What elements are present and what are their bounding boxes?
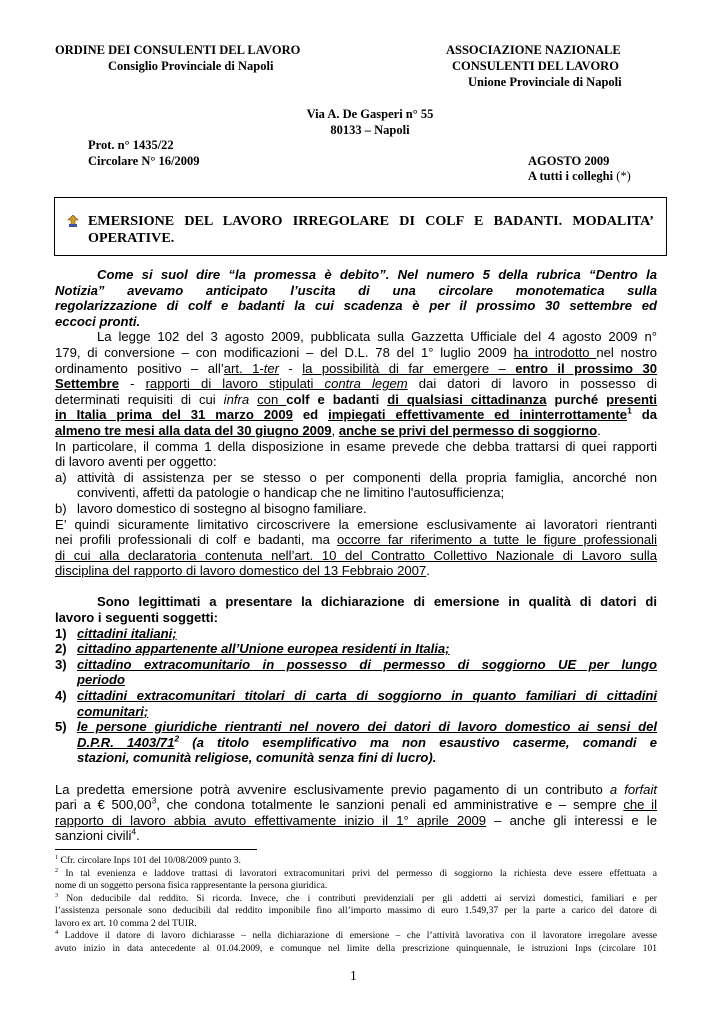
protocol-number: Prot. n° 1435/22: [88, 138, 174, 152]
law-line: almeno tre mesi alla data del 30 giugno 2009, anche se privi del permesso di soggiorno.: [55, 422, 601, 438]
legitimated-item-3: 3) cittadino extracomunitario in possesso di permesso di soggiorno UE per lungo periodo: [55, 656, 657, 688]
legitimated-heading: Sono legittimati a presentare la dichiarazione di emersione in qualità di datori di: [97, 594, 657, 610]
footnote-1: $^1$ Cfr. circolare Inps 101 del 10/08/2009 punto 3.: [55, 853, 241, 866]
header-left-council: Consiglio Provinciale di Napoli: [108, 59, 274, 73]
header-right: [440, 42, 670, 90]
address-street: Via A. De Gasperi n° 55: [306, 107, 434, 121]
law-line: La legge 102 del 3 agosto 2009, pubblicata sulla Gazzetta Ufficiale del 4 agosto 2009 n°: [97, 329, 657, 345]
law-line: di cui alla declaratoria contenuta nell’art. 10 del Contratto Collettivo Nazionale di Lavoro sulla: [55, 547, 657, 563]
page-number: 1: [350, 968, 357, 983]
title-line-1: EMERSIONE DEL LAVORO IRREGOLARE DI COLF E BADANTI. MODALITA’: [88, 213, 654, 229]
contribution-line: pari a € 500,00$^3$, che condona totalmente le sanzioni penali ed amministrative e – sempre che il: [55, 795, 657, 813]
legitimated-item-2: 2) cittadino appartenente all’Unione europea residenti in Italia;: [55, 641, 450, 657]
law-line: di lavoro aventi per oggetto:: [55, 454, 217, 470]
footnote-separator: [55, 849, 257, 850]
legitimated-item-1: 1) cittadini italiani;: [55, 625, 177, 641]
law-line: 179, di conversione – con modificazioni – del D.L. 78 del 1° luglio 2009 ha introdotto nel nostro: [55, 344, 657, 360]
law-line: E’ quindi sicuramente limitativo circoscrivere la emersione esclusivamente ai lavoratori rientranti: [55, 516, 657, 532]
header-right-consulenti: CONSULENTI DEL LAVORO: [452, 59, 619, 73]
recipients-label: A tutti i colleghi: [528, 169, 614, 183]
recipients-mark: (*): [616, 169, 631, 183]
list-item-a: a) attività di assistenza per se stesso o per componenti della propria famiglia, ancorché non conviventi, affetti da patologie o handicap che ne limitino l'autosufficienza;: [55, 469, 657, 501]
title-line-2: OPERATIVE.: [88, 230, 175, 246]
circular-date: AGOSTO 2009: [528, 154, 610, 168]
circular-number: Circolare N° 16/2009: [88, 154, 200, 168]
intro-line: Come si suol dire “la promessa è debito”. Nel numero 5 della rubrica “Dentro la: [97, 267, 657, 282]
law-line: disciplina del rapporto di lavoro domestico del 13 Febbraio 2007.: [55, 563, 430, 579]
header-right-union: Unione Provinciale di Napoli: [468, 75, 622, 89]
law-line: in Italia prima del 31 marzo 2009 ed impiegati effettivamente ed ininterrottamente$^1$ da: [55, 405, 658, 423]
contribution-line: rapporto di lavoro abbia avuto effettivamente inizio il 1° aprile 2009 – anche gli interessi e le: [55, 812, 657, 828]
header-right-assoc: ASSOCIAZIONE NAZIONALE: [446, 43, 621, 57]
contribution-line: La predetta emersione potrà avvenire esclusivamente previo pagamento di un contributo a forfait: [55, 781, 658, 797]
pointing-hand-bullet-icon: [67, 214, 79, 232]
title-box: [54, 197, 667, 256]
header-left-org: ORDINE DEI CONSULENTI DEL LAVORO: [55, 43, 301, 57]
document-body: [55, 267, 657, 844]
footnote-2: $^2$ In tal evenienza e laddove trattasi di lavoratori extracomunitari privi del permesso di soggiorno la richiesta deve essere effettuata a nome di un soggetto persona fisica rappresentante la persona giuridica.: [55, 866, 657, 891]
contribution-paragraph: [55, 782, 657, 844]
legitimated-section: [55, 594, 657, 766]
header-address: [250, 106, 490, 138]
intro-paragraph: [55, 267, 657, 329]
law-line: determinati requisiti di cui infra con colf e badanti di qualsiasi cittadinanza purché presenti: [55, 391, 658, 407]
address-city: 80133 – Napoli: [330, 123, 410, 137]
footnote-4: $^4$ Laddove il datore di lavoro dichiarasse – nella dichiarazione di emersione – che l’attività lavorativa con il lavoratore irregolare avesse avuto inizio in data antecedente al 01.04.2009, e comunque nel limite della prescrizione quinquennale, le istruzioni Inps (circolare 101: [55, 928, 657, 954]
law-line: nei profili professionali di colf e badanti, ma occorre far riferimento a tutte le figure professionali: [55, 532, 657, 548]
intro-line: eccoci pronti.: [55, 313, 141, 329]
law-paragraph: [55, 329, 657, 579]
contribution-line: sanzioni civili$^4$.: [55, 827, 140, 844]
legitimated-item-4: 4) cittadini extracomunitari titolari di carta di soggiorno in quanto familiari di cittadini comunitari;: [55, 688, 657, 719]
law-line: In particolare, il comma 1 della disposizione in esame prevede che debba trattarsi di quei rapporti: [55, 438, 657, 454]
footnotes: [55, 855, 657, 955]
intro-line: regolarizzazione di colf e badanti la cui scadenza è per il prossimo 30 settembre ed: [55, 298, 657, 314]
legitimated-item-5: 5) le persone giuridiche rientranti nel novero dei datori di lavoro domestico ai sensi del D.P.R. $1403/71^2$ (a titolo esemplificativo ma non esaustivo caserme, comandi e stazioni, comunità religiose, comunità senza fini di lucro).: [55, 719, 657, 766]
footnote-3: $^3$ Non deducibile dal reddito. Si ricorda. Invece, che i contributi previdenziali per gli addetti ai servizi domestici, familiari e per l’assistenza personale sono deducibili dal reddito imponibile fino all’importo massimo di euro 1.549,37 per la parte a carico del datore di lavoro ex art. 10 comma 2 del TUIR.: [55, 891, 657, 929]
law-line: ordinamento positivo – all’art. 1-ter - la possibilità di far emergere – entro il prossimo 30: [55, 360, 658, 376]
list-item-b: b) lavoro domestico di sostegno al bisogno familiare.: [55, 500, 367, 516]
law-line: Settembre - rapporti di lavoro stipulati contra legem dai datori di lavoro in possesso di: [55, 376, 657, 392]
recipients: [528, 168, 631, 184]
intro-line: Notizia” avevamo anticipato l’uscita di una circolare monotematica sulla: [55, 282, 657, 298]
legitimated-heading: lavoro i seguenti soggetti:: [55, 610, 218, 626]
header-left: [55, 42, 355, 74]
